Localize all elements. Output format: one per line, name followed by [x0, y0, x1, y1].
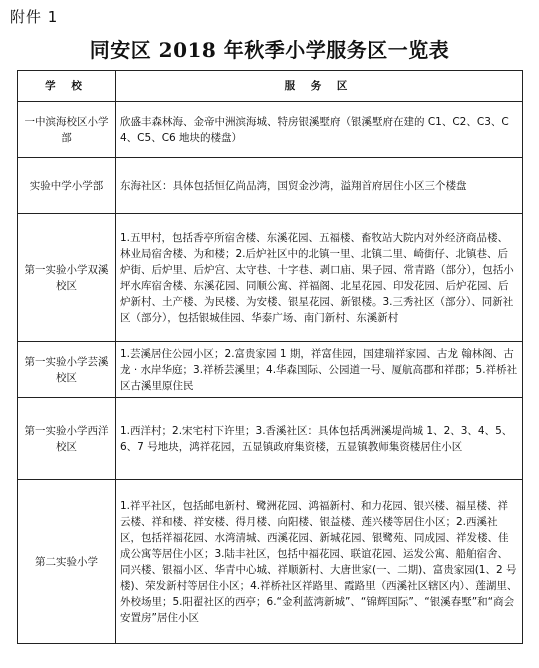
service-area: 东海社区：具体包括恒亿尚品湾，国贸金沙湾，溢翔首府居住小区三个楼盘 [116, 158, 523, 214]
school-name: 实验中学小学部 [18, 158, 116, 214]
school-name: 第一实验小学西洋校区 [18, 398, 116, 480]
attachment-label: 附件 1 [10, 8, 59, 26]
table-row [18, 102, 523, 158]
school-name: 一中滨海校区小学部 [18, 102, 116, 158]
service-area: 1.芸溪居住公园小区；2.富贵家园 1 期，祥富佳园，国建瑞祥家园、古龙 翰林阁、古龙 · 水岸华庭；3.祥桥芸溪里；4.华森国际、公园道一号、厦航高郡和祥郡；5.祥桥社区古溪里原住民 [116, 342, 523, 398]
table-row [18, 158, 523, 214]
table-row [18, 342, 523, 398]
school-name: 第一实验小学芸溪校区 [18, 342, 116, 398]
page-title: 同安区 2018 年秋季小学服务区一览表 [89, 38, 450, 62]
table-header-row [18, 71, 523, 102]
table-row [18, 214, 523, 342]
service-area: 欣盛丰森林海、金帝中洲滨海城、特房银溪墅府（银溪墅府在建的 C1、C2、C3、C4、C5、C6 地块的楼盘） [116, 102, 523, 158]
school-name: 第二实验小学 [18, 480, 116, 644]
service-area: 1.祥平社区，包括邮电新村、鹭洲花园、鸿福新村、和力花园、银兴楼、福星楼、祥云楼、祥和楼、祥安楼、得月楼、向阳楼、银益楼、莲兴楼等居住小区；2.西溪社区，包括祥福花园、水湾清城、西溪花园、新城花园、银鹭苑、同成园、祥发楼、佳成公寓等居住小区；3.陆丰社区，包括中福花园、联谊花园、运发公寓、船舶宿舍、同兴楼、银福小区、华青中心城、祥顺新村、大唐世家(一、二期)、富贵家园(1、2 号楼)、荣发新村等居住小区；4.祥桥社区祥路里、霞路里（西溪社区辖区内）、莲湖里、外校场里；5.阳翟社区的西亭；6.“金利蓝湾新城”、“锦辉国际”、“银溪春墅”和“商会安置房”居住小区 [116, 480, 523, 644]
table-row [18, 398, 523, 480]
service-area-table [17, 70, 523, 644]
school-name: 第一实验小学双溪校区 [18, 214, 116, 342]
header-area: 服 务 区 [116, 71, 523, 102]
service-area: 1.西洋村；2.宋宅村下许里；3.香溪社区：具体包括禹洲溪堤尚城 1、2、3、4、5、6、7 号地块，鸿祥花园，五显镇政府集资楼，五显镇教师集资楼居住小区 [116, 398, 523, 480]
header-school: 学 校 [18, 71, 116, 102]
service-area: 1.五甲村，包括香亭所宿舍楼、东溪花园、五福楼、畜牧站大院内对外经济商品楼、林业局宿舍楼、为和楼；2.后炉社区中的北镇一里、北镇二里、崎街仔、北镇巷、后炉街、后炉里、后炉宫、太守巷、十字巷、剥口庙、果子园、常青路（部分），包括小坪水库宿舍楼、东溪花园、同顺公寓、祥福阁、北星花园、印发花园、后炉花园、后炉新村、土产楼、为民楼、为安楼、银星花园、新银楼。3.三秀社区（部分）、同新社区（部分），包括银城佳园、华泰广场、南门新村、东溪新村 [116, 214, 523, 342]
table-row [18, 480, 523, 644]
